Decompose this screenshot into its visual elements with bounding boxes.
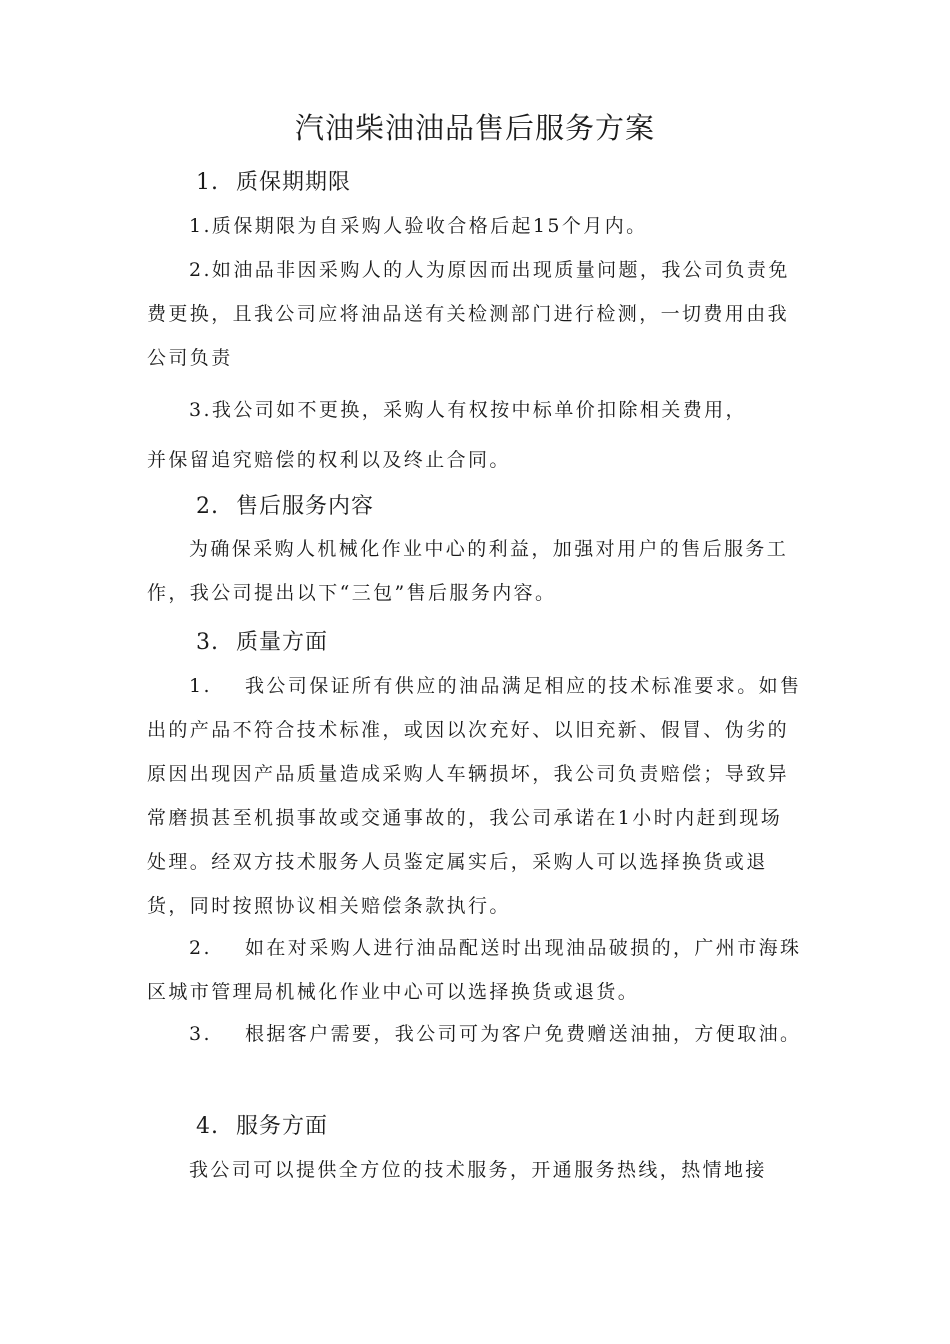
section-3-heading: [196, 628, 328, 658]
section-1-paragraph-2: 2.如油品非因采购人的人为原因而出现质量问题，我公司负责免费更换，且我公司应将油品送有关检测部门进行检测，一切费用由我公司负责: [147, 259, 790, 369]
section-3-item-1-text: 我公司保证所有供应的油品满足相应的技术标准要求。如售出的产品不符合技术标准，或因以次充好、以旧充新、假冒、伪劣的原因出现因产品质量造成采购人车辆损坏，我公司负责赔偿；导致异常磨损甚至机损事故或交通事故的，我公司承诺在1小时内赶到现场处理。经双方技术服务人员鉴定属实后，采购人可以选择换货或退货，同时按照协议相关赔偿条款执行。: [147, 675, 802, 917]
section-2-title: 售后服务内容: [236, 494, 375, 519]
section-4-title: 服务方面: [236, 1114, 329, 1139]
section-2-heading: [196, 492, 374, 522]
section-1-paragraph-1: 1.质保期限为自采购人验收合格后起15个月内。: [189, 215, 648, 237]
section-3-item-3-text: 根据客户需要，我公司可为客户免费赠送油抽，方便取油。: [245, 1023, 802, 1045]
section-3-item-2-text: 如在对采购人进行油品配送时出现油品破损的，广州市海珠区城市管理局机械化作业中心可以选择换货或退货。: [147, 937, 802, 1003]
section-1-paragraph-3: 3.我公司如不更换，采购人有权按中标单价扣除相关费用，: [189, 399, 747, 421]
section-2-number: 2.: [196, 494, 219, 519]
section-3-title: 质量方面: [236, 630, 329, 655]
section-1-heading: [196, 168, 351, 198]
section-1-number: 1.: [196, 170, 219, 195]
section-3-item-1-number: 1.: [189, 675, 212, 697]
section-1-title: 质保期期限: [236, 170, 352, 195]
section-3-item-2-number: 2.: [189, 937, 212, 959]
document-title: 汽油柴油油品售后服务方案: [294, 111, 655, 145]
section-4-heading: [196, 1112, 328, 1142]
section-3-item-1: [147, 664, 803, 928]
section-4-paragraph-1: 我公司可以提供全方位的技术服务，开通服务热线，热情地接: [189, 1159, 767, 1181]
section-2-paragraph-1: 为确保采购人机械化作业中心的利益，加强对用户的售后服务工作，我公司提出以下“三包”售后服务内容。: [147, 538, 789, 604]
section-3-number: 3.: [196, 630, 219, 655]
section-4-number: 4.: [196, 1114, 219, 1139]
section-3-item-3: [147, 1012, 803, 1056]
section-3-item-2: [147, 926, 803, 1014]
section-1-paragraph-4: 并保留追究赔偿的权利以及终止合同。: [147, 449, 511, 471]
section-3-item-3-number: 3.: [189, 1023, 212, 1045]
